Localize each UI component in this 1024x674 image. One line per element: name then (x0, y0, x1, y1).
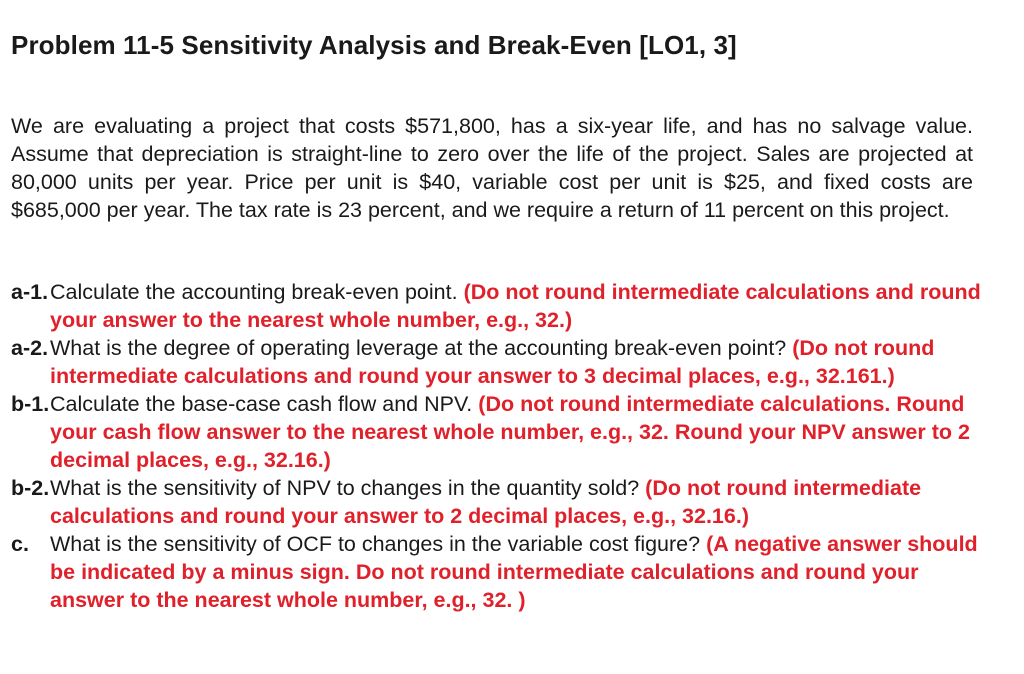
question-instruction: (Do not round intermediate calculations. Round your cash flow answer to the nearest whole number, e.g., 32. Round your NPV answer to 2 decimal places, e.g., 32.16.) (50, 392, 970, 472)
question-label: b-1. (11, 392, 50, 416)
question-body (50, 278, 981, 334)
question-instruction: (Do not round intermediate calculations and round your answer to 3 decimal places, e.g., 32.161.) (50, 336, 935, 388)
question-text: What is the degree of operating leverage at the accounting break-even point? (50, 336, 787, 360)
question-text: Calculate the accounting break-even point. (50, 280, 458, 304)
question-label: a-2. (11, 336, 49, 360)
problem-intro: We are evaluating a project that costs $571,800, has a six-year life, and has no salvage value. Assume that depreciation is straight-line to zero over the life of the project. Sales are projected at 80,000 units per year. Price per unit is $40, variable cost per unit is $25, and fixed costs are $685,000 per year. The tax rate is 23 percent, and we require a return of 11 percent on this project. (11, 114, 973, 222)
question-body (50, 334, 981, 390)
question-label: a-1. (11, 280, 49, 304)
question-body (50, 390, 981, 474)
question-label: c. (11, 532, 29, 556)
question-text: What is the sensitivity of NPV to changes in the quantity sold? (50, 476, 640, 500)
question-instruction: (Do not round intermediate calculations and round your answer to the nearest whole number, e.g., 32.) (50, 280, 981, 332)
question-b-1 (11, 390, 981, 474)
question-list (11, 278, 981, 614)
question-instruction: (A negative answer should be indicated by a minus sign. Do not round intermediate calculations and round your answer to the nearest whole number, e.g., 32. ) (50, 532, 978, 612)
question-a-1 (11, 278, 981, 334)
question-body (50, 474, 981, 530)
question-text: Calculate the base-case cash flow and NPV. (50, 392, 473, 416)
question-a-2 (11, 334, 981, 390)
question-b-2 (11, 474, 981, 530)
question-body (50, 530, 981, 614)
problem-title: Problem 11-5 Sensitivity Analysis and Break-Even [LO1, 3] (11, 30, 737, 60)
question-c (11, 530, 981, 614)
question-label: b-2. (11, 476, 50, 500)
question-instruction: (Do not round intermediate calculations and round your answer to 2 decimal places, e.g., 32.16.) (50, 476, 922, 528)
question-text: What is the sensitivity of OCF to changes in the variable cost figure? (50, 532, 701, 556)
